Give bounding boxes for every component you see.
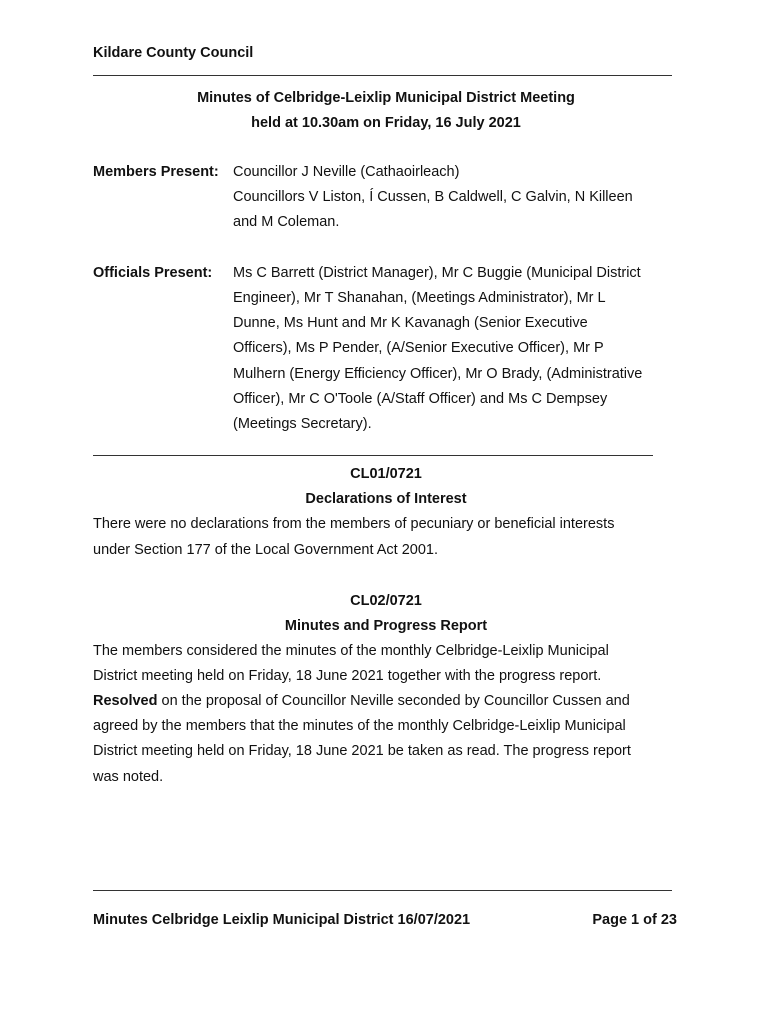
resolution-text: on the proposal of Councillor Neville seconded by Councillor Cussen and xyxy=(157,693,630,709)
footer-rule xyxy=(93,890,672,891)
item-text-line: was noted. xyxy=(93,769,164,785)
item-text-line: District meeting held on Friday, 18 June 2021 be taken as read. The progress report xyxy=(93,743,631,759)
officials-line: Ms C Barrett (District Manager), Mr C Buggie (Municipal District xyxy=(233,265,641,281)
organisation-name: Kildare County Council xyxy=(93,45,254,61)
members-line: and M Coleman. xyxy=(233,214,340,230)
item-heading: Declarations of Interest xyxy=(305,491,467,507)
item-code: CL01/0721 xyxy=(350,466,422,482)
resolution-line xyxy=(93,692,630,710)
officials-line: Officers), Ms P Pender, (A/Senior Executive Officer), Mr P xyxy=(233,340,604,356)
item-code: CL02/0721 xyxy=(350,593,422,609)
header-rule xyxy=(93,75,672,76)
item-text-line: under Section 177 of the Local Government Act 2001. xyxy=(93,542,439,558)
officials-line: Dunne, Ms Hunt and Mr K Kavanagh (Senior Executive xyxy=(233,315,588,331)
members-line: Councillor J Neville (Cathaoirleach) xyxy=(233,164,460,180)
members-present-label: Members Present: xyxy=(93,164,219,180)
officials-line: Engineer), Mr T Shanahan, (Meetings Administrator), Mr L xyxy=(233,290,606,306)
officials-line: Mulhern (Energy Efficiency Officer), Mr O Brady, (Administrative xyxy=(233,366,643,382)
resolved-keyword: Resolved xyxy=(93,693,158,709)
officials-line: (Meetings Secretary). xyxy=(233,416,372,432)
section-rule xyxy=(93,455,653,456)
item-text-line: There were no declarations from the members of pecuniary or beneficial interests xyxy=(93,516,615,532)
item-heading: Minutes and Progress Report xyxy=(284,618,488,634)
item-text-line: The members considered the minutes of the monthly Celbridge-Leixlip Municipal xyxy=(93,643,609,659)
officials-line: Officer), Mr C O'Toole (A/Staff Officer) and Ms C Dempsey xyxy=(233,391,608,407)
page-number: Page 1 of 23 xyxy=(592,912,677,928)
item-text-line: agreed by the members that the minutes of the monthly Celbridge-Leixlip Municipal xyxy=(93,718,626,734)
footer-title: Minutes Celbridge Leixlip Municipal District 16/07/2021 xyxy=(93,912,471,928)
item-text-line: District meeting held on Friday, 18 June 2021 together with the progress report. xyxy=(93,668,602,684)
page-title-line1: Minutes of Celbridge-Leixlip Municipal District Meeting xyxy=(197,90,575,106)
officials-present-label: Officials Present: xyxy=(93,265,213,281)
members-line: Councillors V Liston, Í Cussen, B Caldwell, C Galvin, N Killeen xyxy=(233,189,633,205)
page-title-line2: held at 10.30am on Friday, 16 July 2021 xyxy=(251,115,521,131)
